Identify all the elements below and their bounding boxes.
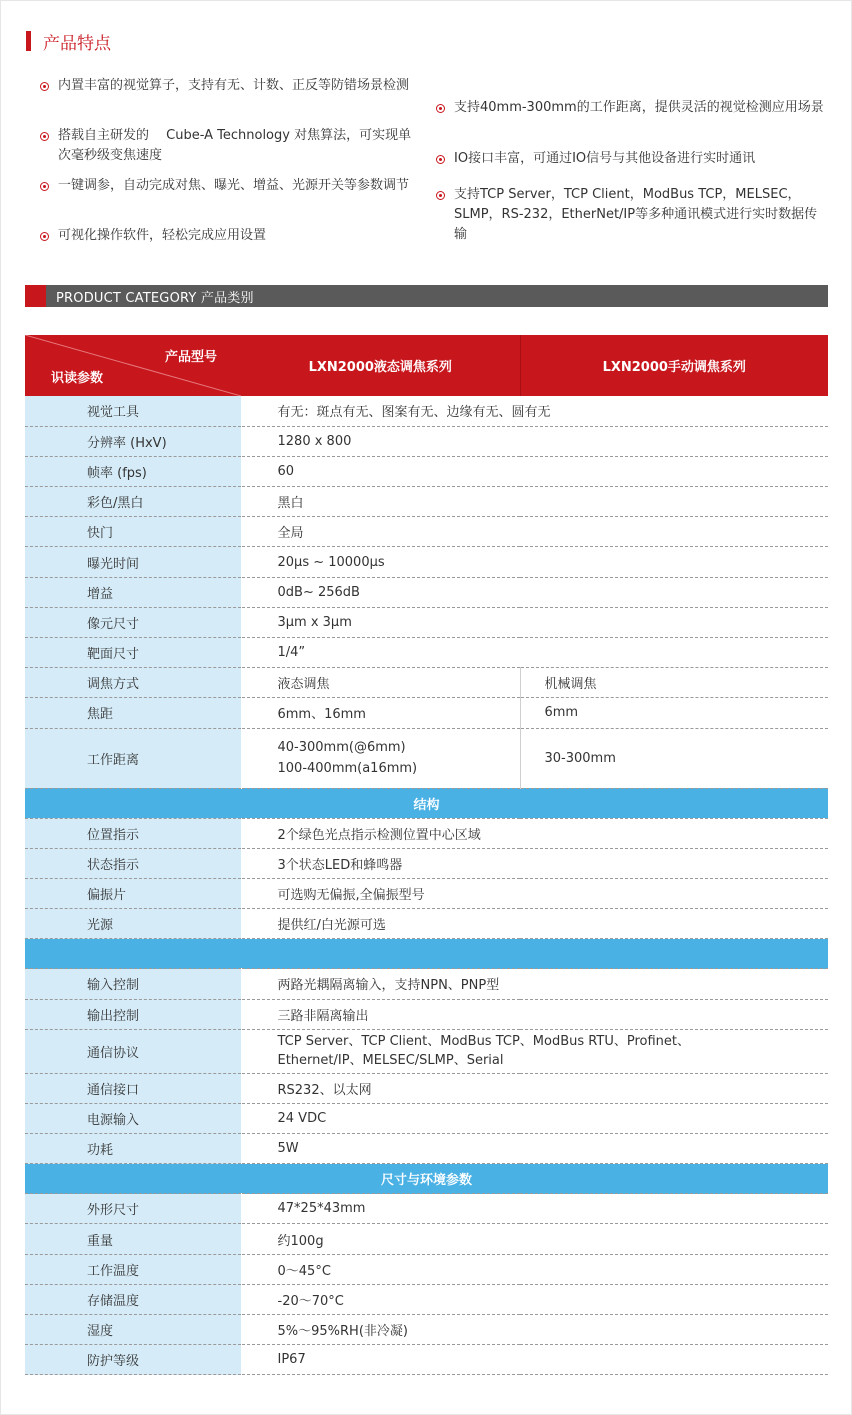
row-value: RS232、以太网: [241, 1073, 828, 1103]
table-row: [25, 426, 828, 456]
table-row: [25, 1315, 828, 1345]
row-key: 工作温度: [25, 1254, 241, 1284]
table-row: [25, 1029, 828, 1073]
feature-item: 支持TCP Server，TCP Client，ModBus TCP，MELSEC，SLMP，RS-232，EtherNet/IP等多种通讯模式进行实时数据传输: [436, 185, 828, 245]
feature-item: IO接口丰富，可通过IO信号与其他设备进行实时通讯: [436, 149, 828, 169]
row-value: 1280 x 800: [241, 426, 828, 456]
table-row: [25, 698, 828, 728]
row-key: 湿度: [25, 1315, 241, 1345]
row-key: 外形尺寸: [25, 1194, 241, 1224]
table-row: [25, 909, 828, 939]
bullet-circle-icon: [436, 191, 445, 200]
row-value: 20μs ~ 10000μs: [241, 547, 828, 577]
section-row-structure: 结构: [25, 788, 828, 818]
row-key: 调焦方式: [25, 668, 241, 698]
row-value: 黑白: [241, 487, 828, 517]
row-key: 分辨率 (HxV): [25, 426, 241, 456]
row-key: 通信接口: [25, 1073, 241, 1103]
category-title: PRODUCT CATEGORY 产品类别: [56, 290, 254, 306]
row-key: 视觉工具: [25, 396, 241, 426]
table-row: [25, 668, 828, 698]
row-value: 3μm x 3μm: [241, 607, 828, 637]
table-row: [25, 1224, 828, 1254]
feature-item: 支持40mm-300mm的工作距离，提供灵活的视觉检测应用场景: [436, 98, 828, 118]
table-row: [25, 1134, 828, 1164]
header-corner-cell: [25, 335, 241, 396]
row-value: 可选购无偏振,全偏振型号: [241, 878, 828, 908]
table-row: [25, 878, 828, 908]
row-value: -20～70°C: [241, 1284, 828, 1314]
table-row: [25, 969, 828, 999]
row-key: 通信协议: [25, 1029, 241, 1073]
row-value-manual: 30-300mm: [520, 728, 828, 788]
row-value: 1/4”: [241, 638, 828, 668]
table-row: [25, 487, 828, 517]
table-row: [25, 1194, 828, 1224]
row-key: 彩色/黑白: [25, 487, 241, 517]
table-row: [25, 848, 828, 878]
row-key: 输出控制: [25, 999, 241, 1029]
row-value: 0～45°C: [241, 1254, 828, 1284]
diagonal-divider: [25, 335, 241, 396]
row-value: 0dB~ 256dB: [241, 577, 828, 607]
bullet-circle-icon: [40, 232, 49, 241]
section-row-environment: 尺寸与环境参数: [25, 1164, 828, 1194]
row-key: 快门: [25, 517, 241, 547]
row-key: 焦距: [25, 698, 241, 728]
corner-model-label: 产品型号: [164, 350, 217, 365]
row-key: 工作距离: [25, 728, 241, 788]
row-key: 光源: [25, 909, 241, 939]
features-heading: [26, 30, 111, 52]
row-value: 5W: [241, 1134, 828, 1164]
row-key: 重量: [25, 1224, 241, 1254]
section-row-blank: [25, 939, 828, 969]
row-key: 曝光时间: [25, 547, 241, 577]
category-accent-block: [25, 285, 46, 307]
table-row: [25, 638, 828, 668]
row-key: 功耗: [25, 1134, 241, 1164]
row-key: 帧率 (fps): [25, 456, 241, 486]
corner-param-label: 识读参数: [51, 371, 104, 386]
table-row: [25, 1073, 828, 1103]
row-value-liquid: 液态调焦: [241, 668, 520, 698]
features-title: 产品特点: [43, 33, 111, 54]
header-series-manual: LXN2000手动调焦系列: [520, 335, 828, 396]
row-value: 2个绿色光点指示检测位置中心区域: [241, 818, 828, 848]
row-key: 电源输入: [25, 1103, 241, 1133]
bullet-circle-icon: [436, 104, 445, 113]
product-category-bar: [25, 285, 828, 307]
row-value: 47*25*43mm: [241, 1194, 828, 1224]
row-value: 5%～95%RH(非冷凝): [241, 1315, 828, 1345]
row-value: 24 VDC: [241, 1103, 828, 1133]
table-row: [25, 547, 828, 577]
row-key: 偏振片: [25, 878, 241, 908]
row-value: 60: [241, 456, 828, 486]
table-row: [25, 728, 828, 788]
bullet-circle-icon: [40, 132, 49, 141]
feature-item: 一键调参，自动完成对焦、曝光、增益、光源开关等参数调节: [40, 176, 420, 196]
bullet-circle-icon: [40, 182, 49, 191]
row-key: 存储温度: [25, 1284, 241, 1314]
row-value: 3个状态LED和蜂鸣器: [241, 848, 828, 878]
heading-accent-bar: [26, 31, 31, 51]
row-key: 输入控制: [25, 969, 241, 999]
row-value: TCP Server、TCP Client、ModBus TCP、ModBus RTU、Profinet、 Ethernet/IP、MELSEC/SLMP、Serial: [241, 1029, 828, 1073]
feature-item: 内置丰富的视觉算子，支持有无、计数、正反等防错场景检测: [40, 76, 420, 96]
row-value-manual: 6mm: [520, 698, 828, 728]
table-row: [25, 1103, 828, 1133]
header-series-liquid: LXN2000液态调焦系列: [241, 335, 520, 396]
feature-item: 可视化操作软件，轻松完成应用设置: [40, 226, 420, 246]
row-value: IP67: [241, 1345, 828, 1375]
row-value: 两路光耦隔离输入，支持NPN、PNP型: [241, 969, 828, 999]
table-row: [25, 818, 828, 848]
table-row: [25, 577, 828, 607]
row-key: 像元尺寸: [25, 607, 241, 637]
table-header-row: [25, 335, 828, 396]
row-value-manual: 机械调焦: [520, 668, 828, 698]
spec-table: [25, 335, 828, 1375]
table-row: [25, 517, 828, 547]
table-row: [25, 1345, 828, 1375]
row-value-liquid: 40-300mm(@6mm) 100-400mm(a16mm): [241, 728, 520, 788]
feature-item: 搭载自主研发的 Cube-A Technology 对焦算法，可实现单次毫秒级变焦速度: [40, 126, 420, 166]
table-row: [25, 607, 828, 637]
row-value: 有无：斑点有无、图案有无、边缘有无、圆有无: [241, 396, 828, 426]
table-row: [25, 396, 828, 426]
row-key: 防护等级: [25, 1345, 241, 1375]
row-value: 三路非隔离输出: [241, 999, 828, 1029]
bullet-circle-icon: [436, 155, 445, 164]
table-row: [25, 999, 828, 1029]
bullet-circle-icon: [40, 82, 49, 91]
table-row: [25, 1254, 828, 1284]
row-key: 状态指示: [25, 848, 241, 878]
row-value: 约100g: [241, 1224, 828, 1254]
table-row: [25, 1284, 828, 1314]
row-key: 增益: [25, 577, 241, 607]
row-key: 位置指示: [25, 818, 241, 848]
row-value: 全局: [241, 517, 828, 547]
row-value: 提供红/白光源可选: [241, 909, 828, 939]
row-key: 靶面尺寸: [25, 638, 241, 668]
table-row: [25, 456, 828, 486]
row-value-liquid: 6mm、16mm: [241, 698, 520, 728]
